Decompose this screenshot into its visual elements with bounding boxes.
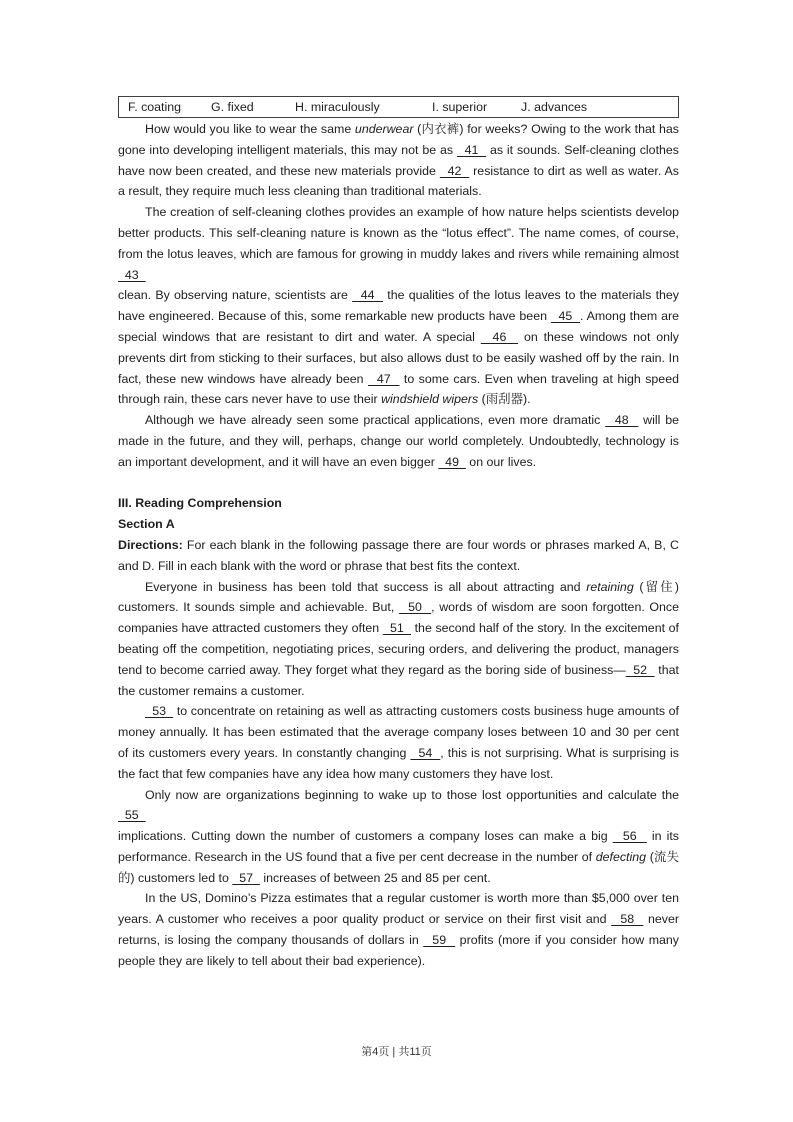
blank-57: 57 [232,870,260,885]
blank-49: 49 [438,454,466,469]
reading-comprehension-heading: III. Reading Comprehension [118,496,282,511]
blank-42: 42 [439,163,470,178]
passage-paragraph-5: In the US, Domino’s Pizza estimates that a regular customer is worth more than $5,000 over ten years. A customer who receives a poor quality product or service on their first visit and 58 never returns, is losing the company thousands of dollars in 59 profits (more if you consider how many people they are likely to tell about their bad experience). [118,891,680,968]
passage-paragraph-3: Only now are organizations beginning to wake up to those lost opportunities and calculate the 55 [118,787,679,823]
blank-51: 51 [382,621,411,636]
passage-paragraph-4: implications. Cutting down the number of customers a company loses can make a big 56 in its performance. Research in the US found that a five per cent decrease in the number of defecting (流失的) customers led to 57 increases of between 25 and 85 per cent. [118,829,680,885]
blank-46: 46 [480,329,519,344]
blank-47: 47 [368,371,400,386]
blank-44: 44 [352,288,383,303]
cloze-paragraph-4: Although we have already seen some practical applications, even more dramatic 48 will be made in the future, and they will, perhaps, change our world completely. Undoubtedly, technology is an important development, and it will have an even bigger 49 on our lives. [118,413,679,469]
exam-page-content [118,96,679,972]
word-bank-option-j: J. advances [521,99,588,114]
section-a-heading: Section A [118,517,175,532]
blank-43: 43 [118,267,146,282]
blank-55: 55 [118,808,146,823]
blank-53: 53 [145,704,174,719]
blank-50: 50 [398,600,432,615]
blank-54: 54 [410,745,441,760]
word-bank-box [118,96,679,118]
passage-paragraph-2: 53 to concentrate on retaining as well as attracting customers costs business huge amounts of money annually. It has been estimated that the average company loses between 10 and 30 per cent of its customers every years. In constantly changing 54 , this is not surprising. What is surprising is the fact that few companies have any idea how many customers they have lost. [118,704,679,781]
word-bank-option-f: F. coating [128,99,182,114]
blank-56: 56 [612,829,647,844]
page-footer: 第4页 | 共11页 [361,1046,432,1058]
cloze-paragraph-1: How would you like to wear the same underwear (内衣裤) for weeks? Owing to the work that has gone into developing intelligent materials, this may not be as 41 as it sounds. Self-cleaning clothes have now been created, and these new materials provide 42 resistance to dirt as well as water. As a result, they require much less cleaning than traditional materials. [118,122,679,199]
word-bank-option-g: G. fixed [211,99,254,114]
directions-paragraph: Directions: For each blank in the following passage there are four words or phrases marked A, B, C and D. Fill in each blank with the word or phrase that best fits the context. [118,537,679,573]
blank-58: 58 [611,912,644,927]
blank-45: 45 [550,309,580,324]
word-bank-option-i: I. superior [432,99,488,114]
passage-paragraph-1: Everyone in business has been told that success is all about attracting and retaining (留住) customers. It sounds simple and achievable. But, 50 , words of wisdom are soon forgotten. Once companies have attracted customers they often 51 the second half of the story. In the excitement of beating off the competition, negotiating prices, securing orders, and delivering the product, managers tend to become carried away. They forget what they regard as the boring side of business— 52 that the customer remains a customer. [118,579,680,698]
blank-48: 48 [605,413,639,428]
cloze-paragraph-3: clean. By observing nature, scientists are 44 the qualities of the lotus leaves to the materials they have engineered. Because of this, some remarkable new products have been 45 . Among them are special windows that are resistant to dirt and water. A special 46 on these windows not only prevents dirt from sticking to their surfaces, but also allows dust to be easily washed off by the rain. In fact, these new windows have already been 47 to some cars. Even when traveling at high speed through rain, these cars never have to use their windshield wipers (雨刮器). [118,288,679,407]
word-bank-option-h: H. miraculously [295,99,380,114]
blank-41: 41 [456,142,487,157]
cloze-paragraph-2: The creation of self-cleaning clothes provides an example of how nature helps scientists develop better products. This self-cleaning nature is known as the “lotus effect”. The name comes, of course, from the lotus leaves, which are famous for growing in muddy lakes and rivers while remaining almost 43 [118,205,679,282]
blank-59: 59 [423,933,456,948]
blank-52: 52 [625,662,655,677]
